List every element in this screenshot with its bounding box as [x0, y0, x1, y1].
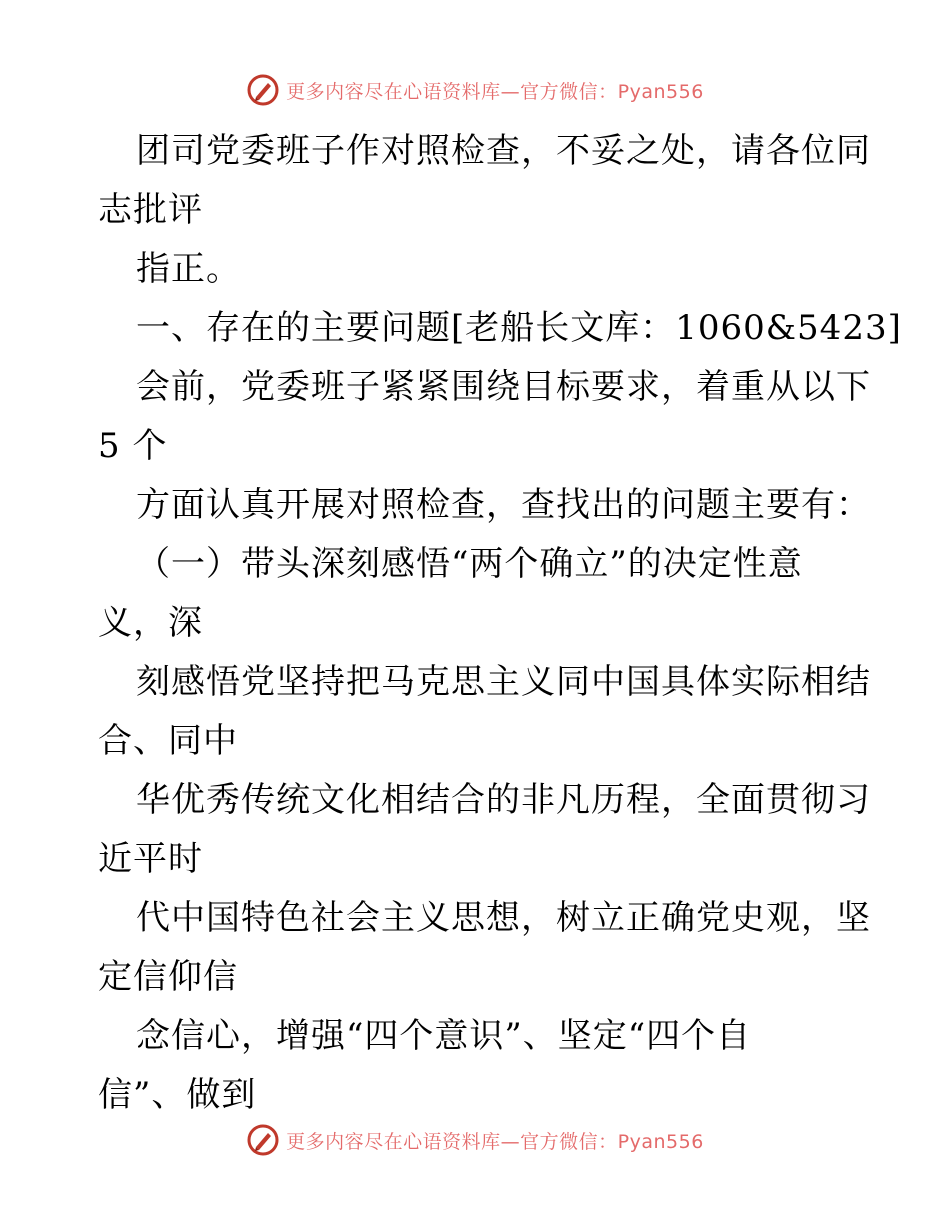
text-line: 定信仰信: [98, 957, 238, 997]
text-line: 义，深: [98, 603, 203, 643]
text-line: 刻感悟党坚持把马克思主义同中国具体实际相结: [136, 662, 871, 702]
section-heading: 一、存在的主要问题[老船长文库：1060&5423]: [136, 308, 902, 348]
text-line: 合、同中: [98, 721, 238, 761]
text-line: 方面认真开展对照检查，查找出的问题主要有：: [136, 485, 871, 525]
text-line: 5 个: [98, 426, 168, 466]
text-line: 志批评: [98, 190, 203, 230]
text-line: 念信心，增强“四个意识”、坚定“四个自: [136, 1016, 752, 1056]
footer-watermark: [0, 1118, 950, 1162]
watermark-text: 更多内容尽在心语资料库—官方微信：Pyan556: [286, 1130, 704, 1153]
text-line: 会前，党委班子紧紧围绕目标要求，着重从以下: [136, 367, 871, 407]
text-line: 代中国特色社会主义思想，树立正确党史观，坚: [136, 898, 871, 938]
text-line: 指正。: [136, 249, 241, 289]
text-line: 团司党委班子作对照检查，不妥之处，请各位同: [136, 131, 871, 171]
pen-logo-icon: [246, 73, 280, 107]
subsection-heading: （一）带头深刻感悟“两个确立”的决定性意: [136, 544, 803, 584]
watermark-text: 更多内容尽在心语资料库—官方微信：Pyan556: [286, 80, 704, 103]
text-line: 近平时: [98, 839, 203, 879]
header-watermark: [0, 68, 950, 112]
text-line: 信”、做到: [98, 1075, 257, 1115]
text-line: 华优秀传统文化相结合的非凡历程，全面贯彻习: [136, 780, 871, 820]
pen-logo-icon: [246, 1123, 280, 1157]
document-body: [98, 122, 902, 1125]
